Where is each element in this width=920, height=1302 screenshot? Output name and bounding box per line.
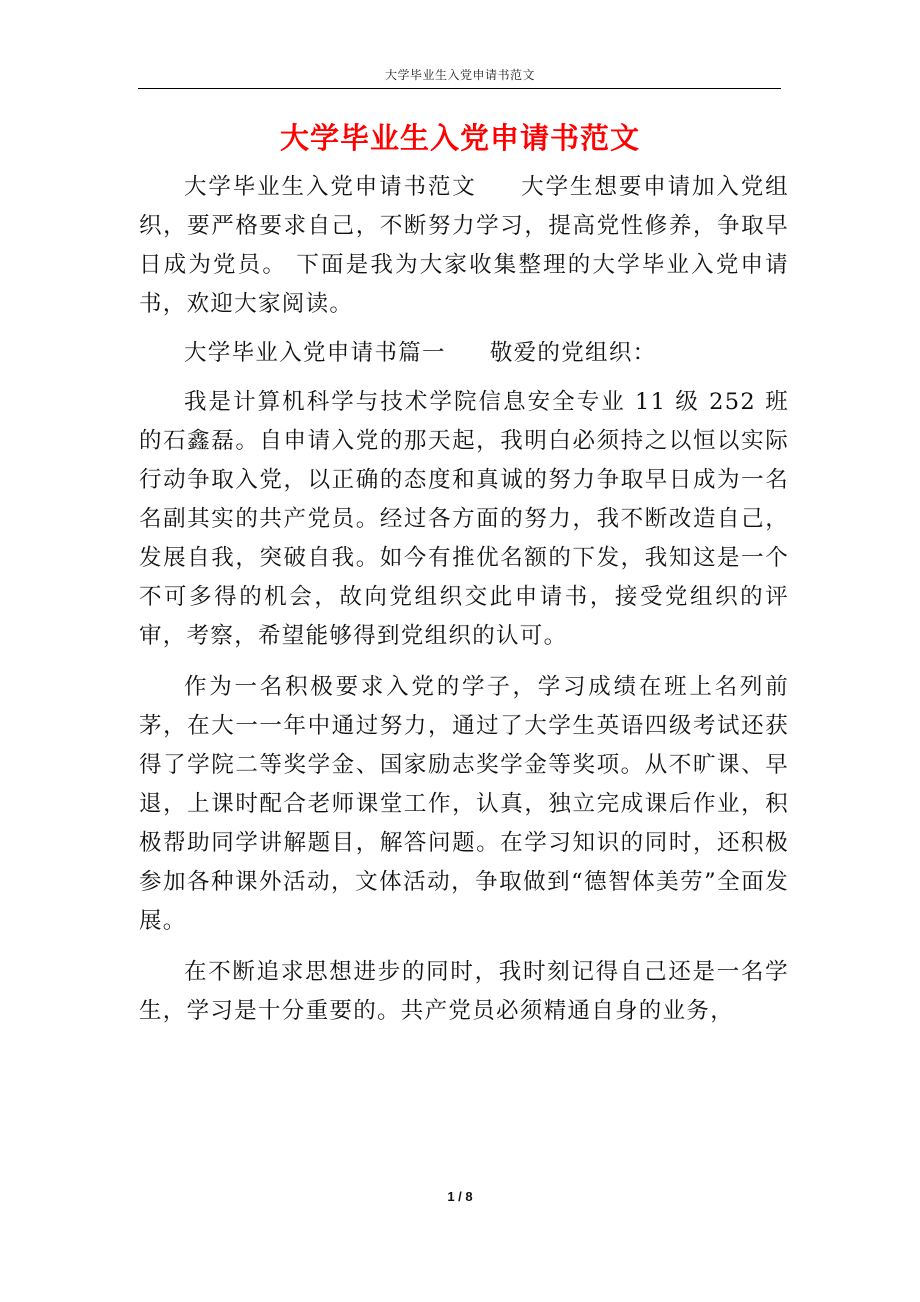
running-header: 大学毕业生入党申请书范文 <box>384 68 535 82</box>
section-heading-title: 大学毕业入党申请书篇一 <box>184 340 446 366</box>
intro-paragraph <box>139 168 789 324</box>
section-heading <box>139 334 789 373</box>
document-title: 大学毕业生入党申请书范文 <box>279 121 640 155</box>
header-divider <box>138 88 781 89</box>
intro-lead: 大学毕业生入党申请书范文 <box>184 174 477 200</box>
body-paragraph-2: 作为一名积极要求入党的学子，学习成绩在班上名列前茅，在大一一年中通过努力，通过了大学生英语四级考试还获得了学院二等奖学金、国家励志奖学金等奖项。从不旷课、早退，上课时配合老师课堂工作，认真，独立完成课后作业，积极帮助同学讲解题目，解答问题。在学习知识的同时，还积极参加各种课外活动，文体活动，争取做到“德智体美劳”全面发展。 <box>139 674 789 934</box>
page-indicator: 1 / 8 <box>447 1189 473 1204</box>
intro-text: 大学生想要申请加入党组织，要严格要求自己，不断努力学习，提高党性修养，争取早日成为党员。 下面是我为大家收集整理的大学毕业入党申请书，欢迎大家阅读。 <box>139 174 789 317</box>
body-paragraph-3: 在不断追求思想进步的同时，我时刻记得自己还是一名学生，学习是十分重要的。共产党员必须精通自身的业务， <box>139 959 789 1024</box>
salutation: 敬爱的党组织： <box>489 340 657 366</box>
body-paragraph-1: 我是计算机科学与技术学院信息安全专业 11 级 252 班的石鑫磊。自申请入党的那天起，我明白必须持之以恒以实际行动争取入党，以正确的态度和真诚的努力争取早日成为一名名副其实的共产党员。经过各方面的努力，我不断改造自己，发展自我，突破自我。如今有推优名额的下发，我知这是一个不可多得的机会，故向党组织交此申请书，接受党组织的评审，考察，希望能够得到党组织的认可。 <box>139 389 789 649</box>
document-body <box>139 168 789 1031</box>
